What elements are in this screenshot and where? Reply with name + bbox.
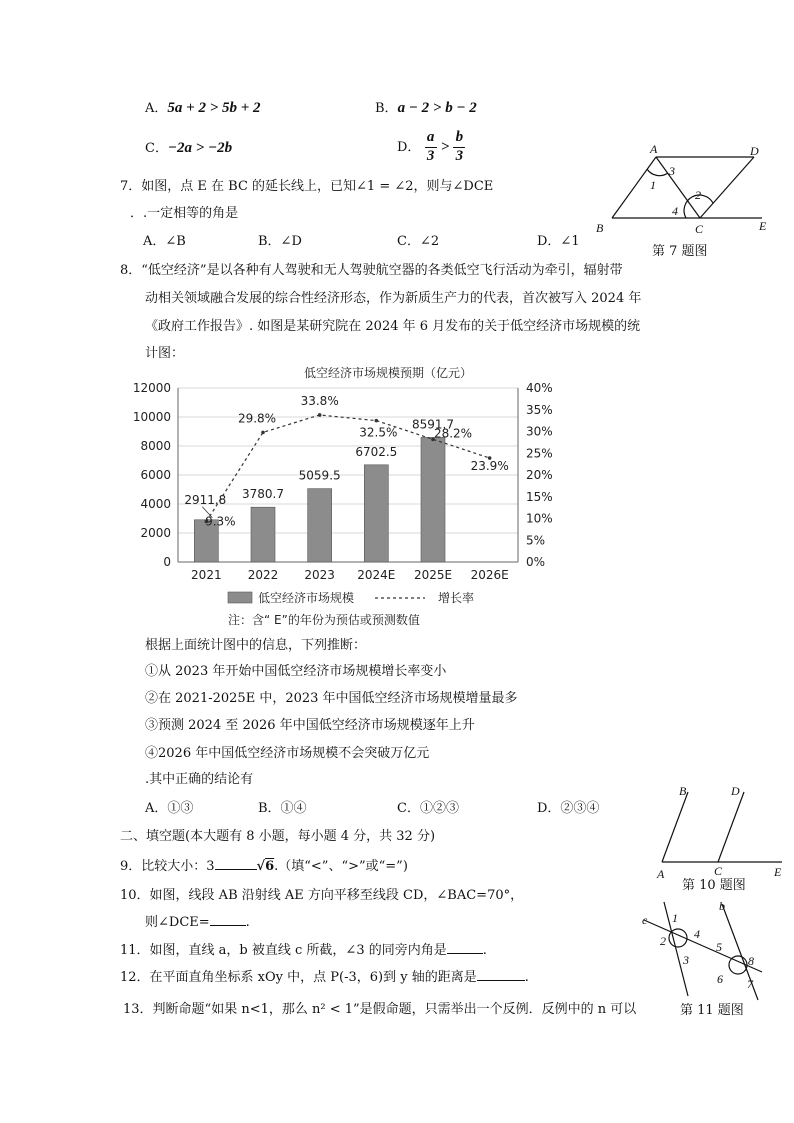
q8-prompt: 根据上面统计图中的信息，下列推断： [145,638,367,653]
y-tick-label: 10000 [132,410,171,424]
q10-label-c: C [714,864,723,878]
q8-stem-line2: 动相关领域融合发展的综合性经济形态，作为新质生产力的代表，首次被写入 2024 年 [145,291,642,306]
q6-option-b: B．a − 2 > b − 2 [375,100,477,116]
q8-item-1: ①从 2023 年开始中国低空经济市场规模增长率变小 [145,664,447,679]
q10-line2: 则∠DCE= . [145,915,250,930]
q9: 9．比较大小：3 √6.（填“<”、“>”或“=”) [120,859,408,874]
x-tick-label: 2023 [304,568,335,582]
q6-option-d: D． $\frac{a}{3}$ > $\frac{b}{3}$ [397,130,465,165]
q6-option-d-frac-b: $\frac{b}{3}$ [453,130,465,165]
growth-rate-label: 32.5% [359,425,398,440]
growth-rate-point [261,431,265,435]
market-size-chart [120,360,590,635]
q6-option-c: C．−2a > −2b [145,140,233,156]
q7-figure-caption: 第 7 题图 [652,244,708,259]
x-tick-label: 2026E [470,568,509,582]
q8-stem-line3: 《政府工作报告》. 如图是某研究院在 2024 年 6 月发布的关于低空经济市场规模的统 [145,319,641,334]
q12: 12．在平面直角坐标系 xOy 中，点 P(-3，6)到 y 轴的距离是 . [120,970,529,985]
growth-rate-label: 33.8% [300,393,339,408]
q7-label-2: 2 [695,188,701,202]
growth-rate-label: 28.2% [433,426,473,441]
q11-label-7: 7 [747,977,753,991]
y-tick-label: 6000 [140,468,171,482]
q12-blank[interactable] [477,980,525,981]
q6-option-a-expr: 5a + 2 > 5b + 2 [167,100,261,116]
q11-label-3: 3 [683,953,689,967]
q7-figure [592,140,782,265]
q11: 11．如图，直线 a，b 被直线 c 所截，∠3 的同旁内角是 . [120,943,487,958]
q7-label-d: D [750,144,759,158]
q10-blank[interactable] [210,925,246,926]
bar [421,437,445,562]
legend-line-label: 增长率 [438,591,475,605]
y-tick-label: 4000 [140,497,171,511]
x-tick-label: 2021 [191,568,222,582]
q6-option-d-frac-a: $\frac{a}{3}$ [425,130,437,165]
y2-tick-label: 0% [526,555,546,569]
q13: 13．判断命题“如果 n<1，那么 n² < 1”是假命题，只需举出一个反例．反例中的 n 可以 [123,1002,637,1017]
q6-option-b-expr: a − 2 > b − 2 [397,100,477,116]
q10-label-e: E [774,865,782,879]
q6-option-c-expr: −2a > −2b [167,140,233,156]
section2-heading: 二、填空题(本大题有 8 小题，每小题 4 分，共 32 分) [120,829,436,844]
q9-blank[interactable] [215,869,257,870]
q7-option-a: A．∠B [143,234,186,249]
chart-title: 低空经济市场规模预期（亿元） [303,366,473,380]
y2-tick-label: 30% [526,424,553,439]
q8-stem-line1: 8．“低空经济”是以各种有人驾驶和无人驾驶航空器的各类低空飞行活动为牵引，辐射带 [120,263,623,278]
y2-tick-label: 10% [526,511,553,526]
q8-stem-line4: 计图： [145,346,185,361]
q7-stem-line1: 7．如图，点 E 在 BC 的延长线上，已知∠1 = ∠2，则与∠DCE [120,179,494,194]
y2-tick-label: 25% [526,446,553,461]
q6-option-a: A．5a + 2 > 5b + 2 [145,100,261,116]
q10-figure [648,778,788,896]
q7-stem-line2: ．.一定相等的角是 [130,206,239,221]
q11-label-2: 2 [660,934,666,948]
y2-tick-label: 15% [526,489,553,504]
q7-label-4: 4 [672,204,678,218]
q7-option-c: C．∠2 [397,234,440,249]
q7-option-b: B．∠D [258,234,302,249]
y-tick-label: 0 [163,555,171,569]
q7-label-3: 3 [669,164,675,178]
y2-tick-label: 5% [526,533,546,548]
q11-label-8: 8 [748,954,754,968]
q11-label-c: c [642,913,648,927]
q10-label-d: D [731,784,740,798]
growth-rate-label: 23.9% [470,459,509,474]
bar [364,465,388,562]
q7-label-a: A [650,142,658,156]
bar-value-label: 2911.8 [184,492,227,507]
q9-sqrt: √6 [256,859,275,874]
q10-figure-caption: 第 10 题图 [682,878,746,893]
growth-rate-point [318,413,322,417]
growth-rate-label: 29.8% [237,411,277,426]
bar-value-label: 3780.7 [242,487,284,502]
q11-label-b: b [719,899,725,913]
q7-label-b: B [596,221,604,235]
bar-value-label: 6702.5 [355,444,398,459]
q8-conclusion: .其中正确的结论有 [145,772,254,787]
q7-label-e: E [759,219,767,233]
y-tick-label: 12000 [132,381,171,395]
q8-item-3: ③预测 2024 至 2026 年中国低空经济市场规模逐年上升 [145,718,475,733]
bar-value-label: 5059.5 [298,468,341,483]
q8-option-b: B．①④ [258,801,307,816]
q11-label-4: 4 [694,927,700,941]
q10-label-a: A [657,867,665,881]
q8-item-2: ②在 2021-2025E 中，2023 年中国低空经济市场规模增量最多 [145,691,518,706]
q7-label-1: 1 [650,178,656,192]
bar [308,489,332,562]
q7-label-c: C [695,222,704,236]
growth-rate-point [375,419,379,423]
q8-item-4: ④2026 年中国低空经济市场规模不会突破万亿元 [145,746,430,761]
y2-tick-label: 40% [526,381,553,395]
y2-tick-label: 20% [526,468,553,482]
q11-label-1: 1 [672,911,678,925]
growth-rate-label: 9.3% [205,514,236,529]
legend-bar-label: 低空经济市场规模 [258,591,355,605]
q11-label-6: 6 [717,972,723,986]
legend-bar-swatch [228,592,252,603]
x-tick-label: 2025E [413,568,453,582]
x-tick-label: 2024E [357,568,396,582]
y-tick-label: 8000 [140,439,171,453]
q10-label-b: B [679,784,687,798]
y-tick-label: 2000 [140,526,171,540]
chart-note: 注：含“ E”的年份为预估或预测数值 [228,613,420,627]
q11-blank[interactable] [447,953,483,954]
q11-figure-caption: 第 11 题图 [680,1003,744,1018]
q8-option-c: C．①②③ [397,801,459,816]
q10-line1: 10．如图，线段 AB 沿射线 AE 方向平移至线段 CD，∠BAC=70°， [120,888,524,903]
x-tick-label: 2022 [247,568,279,582]
y2-tick-label: 35% [526,402,553,417]
q8-option-a: A．①③ [145,801,194,816]
bar [251,507,275,562]
q7-option-d: D．∠1 [537,234,580,249]
q8-option-d: D．②③④ [537,801,600,816]
bar-value-label: 8591.7 [412,417,454,432]
q11-label-5: 5 [716,940,722,954]
